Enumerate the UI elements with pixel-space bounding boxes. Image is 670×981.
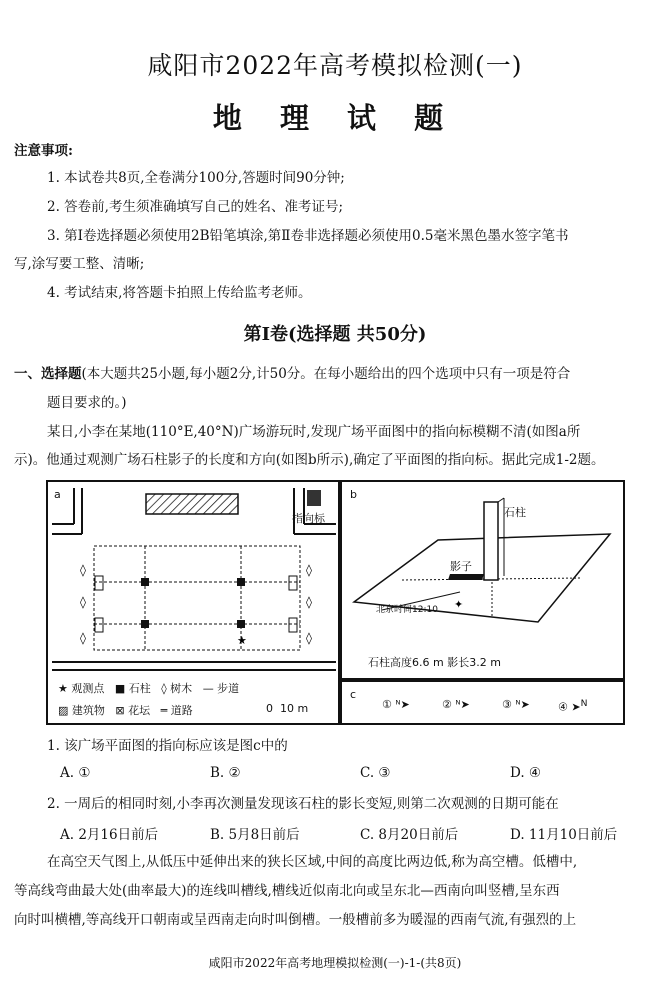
passage-line: 向时叫横槽,等高线开口朝南或呈西南走向时叫倒槽。一般槽前多为暖湿的西南气流,有强烈的上 bbox=[14, 912, 577, 928]
q1-option-b: B. ② bbox=[210, 765, 241, 781]
svg-text:◊: ◊ bbox=[306, 595, 312, 609]
time-label: 北京时间12:10 bbox=[376, 605, 438, 615]
q1-option-d: D. ④ bbox=[510, 765, 542, 781]
measure-label: 石柱高度6.6 m 影长3.2 m bbox=[368, 656, 501, 669]
legend-path: — 步道 bbox=[202, 682, 240, 695]
section-intro bbox=[14, 363, 570, 385]
legend-tree: ◊ 树木 bbox=[161, 682, 193, 695]
passage-line: 等高线弯曲最大处(曲率最大)的连线叫槽线,槽线近似南北向或呈东北—西南向叫竖槽,呈东西 bbox=[14, 883, 560, 899]
note-item: 写,涂写要工整、清晰; bbox=[14, 256, 145, 272]
option-1-number: ① bbox=[382, 698, 392, 711]
section-title: 第Ⅰ卷(选择题 共50分) bbox=[243, 324, 427, 345]
q2-option-d: D. 11月10日前后 bbox=[510, 827, 618, 843]
passage-line: 某日,小李在某地(110°E,40°N)广场游玩时,发现广场平面图中的指向标模糊不清(如图a所 bbox=[47, 424, 581, 440]
legend-road: ═ 道路 bbox=[160, 704, 193, 717]
svg-text:★: ★ bbox=[237, 634, 247, 647]
question-2: 2. 一周后的相同时刻,小李再次测量发现该石柱的影长变短,则第二次观测的日期可能在 bbox=[47, 796, 559, 812]
intro-text-2: 题目要求的。) bbox=[47, 395, 127, 411]
svg-text:◊: ◊ bbox=[306, 563, 312, 577]
note-item: 3. 第Ⅰ卷选择题必须使用2B铅笔填涂,第Ⅱ卷非选择题必须使用0.5毫米黑色墨水签字笔书 bbox=[47, 228, 569, 244]
intro-text: (本大题共25小题,每小题2分,计50分。在每小题给出的四个选项中只有一项是符合 bbox=[81, 366, 571, 382]
svg-text:✦: ✦ bbox=[454, 598, 464, 611]
compass-option-2: ② ᴺ➤ bbox=[442, 698, 470, 711]
svg-text:◊: ◊ bbox=[80, 563, 86, 577]
figure-b bbox=[340, 480, 625, 680]
exam-title: 咸阳市2022年高考模拟检测(一) bbox=[147, 51, 523, 80]
legend-row-1 bbox=[58, 680, 239, 696]
question-1: 1. 该广场平面图的指向标应该是图c中的 bbox=[47, 738, 288, 754]
legend-row-2 bbox=[58, 702, 193, 718]
q2-option-a: A. 2月16日前后 bbox=[60, 827, 159, 843]
panel-c-label: c bbox=[350, 688, 357, 701]
q2-option-b: B. 5月8日前后 bbox=[210, 827, 300, 843]
notes-heading: 注意事项: bbox=[14, 143, 73, 159]
shadow-label: 影子 bbox=[450, 560, 472, 573]
figure-a bbox=[46, 480, 340, 725]
option-4-number: ④ bbox=[558, 700, 568, 714]
legend-pillar: ■ 石柱 bbox=[114, 682, 151, 695]
option-3-number: ③ bbox=[502, 698, 512, 711]
panel-a-label: a bbox=[54, 488, 61, 501]
page-footer: 咸阳市2022年高考地理模拟检测(一)-1-(共8页) bbox=[208, 956, 462, 970]
compass-option-4: ④ ➤$^N$ bbox=[558, 698, 588, 714]
north-letter: N bbox=[580, 698, 588, 709]
compass-option-3: ③ ᴺ➤ bbox=[502, 698, 530, 711]
note-item: 4. 考试结束,将答题卡拍照上传给监考老师。 bbox=[47, 285, 312, 301]
option-2-number: ② bbox=[442, 698, 452, 711]
note-item: 2. 答卷前,考生须准确填写自己的姓名、准考证号; bbox=[47, 199, 344, 215]
scale-bar bbox=[266, 702, 308, 715]
passage-line: 在高空天气图上,从低压中延伸出来的狭长区域,中间的高度比两边低,称为高空槽。低槽中, bbox=[47, 854, 578, 870]
compass-option-1: ① ᴺ➤ bbox=[382, 698, 410, 711]
q1-option-c: C. ③ bbox=[360, 765, 391, 781]
pillar-label: 石柱 bbox=[504, 506, 526, 519]
figure-c bbox=[340, 680, 625, 725]
svg-text:◊: ◊ bbox=[80, 631, 86, 645]
legend-flowerbed: ⊠ 花坛 bbox=[115, 704, 151, 717]
svg-text:◊: ◊ bbox=[80, 595, 86, 609]
subject-title: 地 理 试 题 bbox=[212, 101, 458, 135]
pillar-shadow-diagram bbox=[342, 482, 623, 678]
intro-label: 一、选择题 bbox=[14, 366, 82, 382]
passage-line: 示)。他通过观测广场石柱影子的长度和方向(如图b所示),确定了平面图的指向标。据此完成1-2题。 bbox=[14, 452, 605, 468]
legend-observer: ★ 观测点 bbox=[58, 682, 105, 695]
panel-b-label: b bbox=[350, 488, 357, 501]
svg-text:◊: ◊ bbox=[306, 631, 312, 645]
q2-option-c: C. 8月20日前后 bbox=[360, 827, 459, 843]
q1-option-a: A. ① bbox=[60, 765, 91, 781]
note-item: 1. 本试卷共8页,全卷满分100分,答题时间90分钟; bbox=[47, 170, 345, 186]
scale-zero: 0 bbox=[266, 702, 273, 715]
legend-building: ▨ 建筑物 bbox=[58, 704, 105, 717]
compass-label: 指向标 bbox=[292, 512, 325, 525]
scale-length: 10 m bbox=[280, 702, 309, 715]
